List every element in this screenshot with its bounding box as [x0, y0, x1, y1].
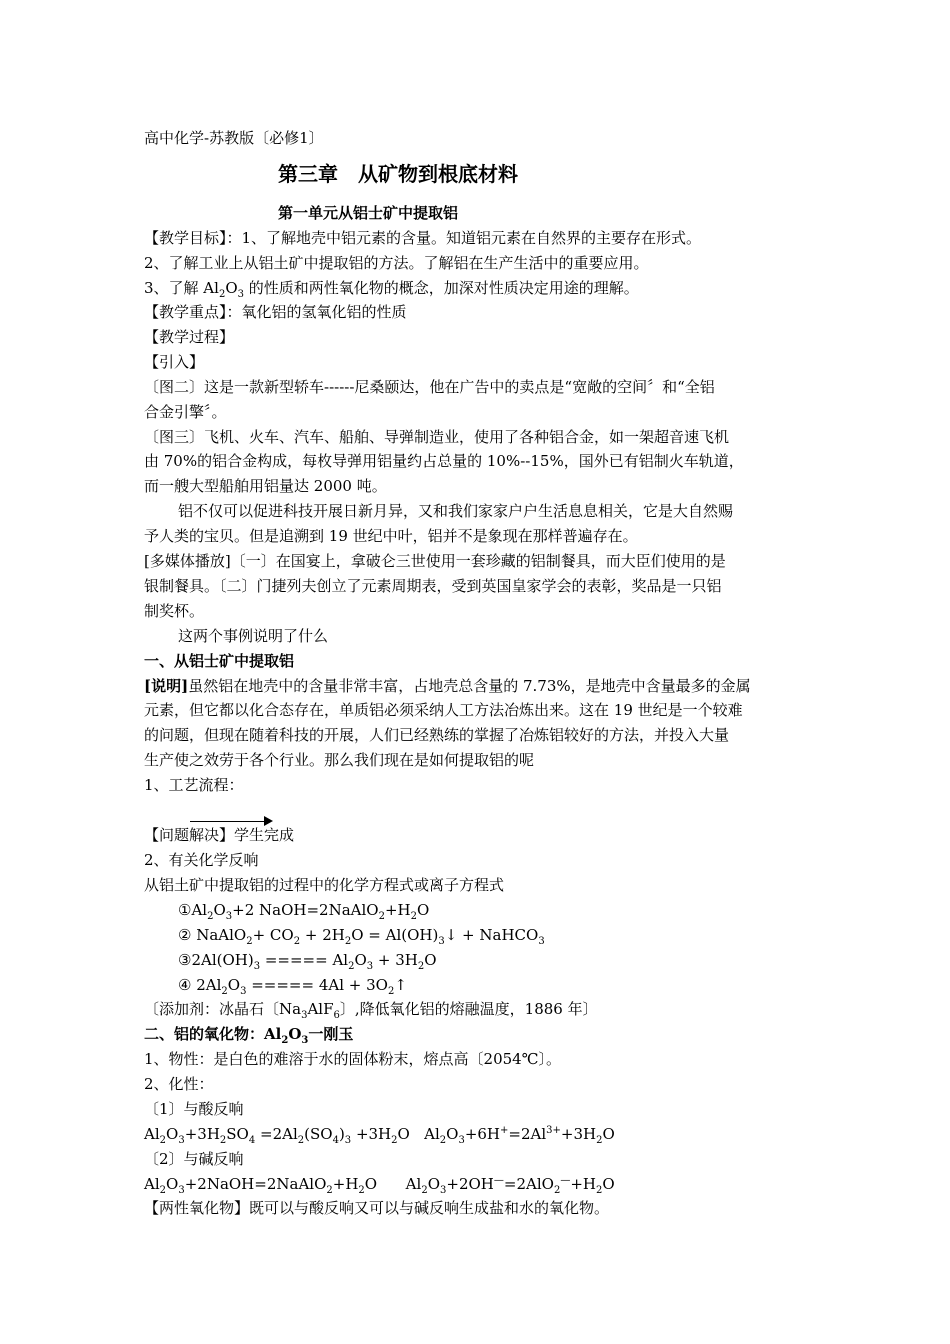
header-text: 高中化学-苏教版〔必修1〕: [144, 129, 324, 147]
teaching-focus: 【教学重点】：氧化铝的氢氧化铝的性质: [144, 303, 407, 321]
paragraph-line: 予人类的宝贝。但是追溯到 19 世纪中叶，铝并不是象现在那样普遍存在。: [144, 527, 638, 545]
unit-title: 第一单元从铝士矿中提取铝: [278, 204, 459, 222]
teaching-goal-2: 2、了解工业上从铝土矿中提取铝的方法。了解铝在生产生活中的重要应用。: [144, 254, 649, 272]
teaching-goal-3: 3、了解 $Al_2O_3$ 的性质和两性氧化物的概念，加深对性质决定用途的理解。: [144, 279, 639, 300]
section-heading-1: 一、从铝士矿中提取铝: [144, 652, 295, 670]
teaching-goal-1: 【教学目标】：1、了解地壳中铝元素的含量。知道铝元素在自然界的主要存在形式。: [144, 229, 702, 247]
paragraph-line: 制奖杯。: [144, 602, 205, 620]
acid-equations: $Al_2O_3+3H_2SO_4 =2Al_2(SO_4)_3 +3H_2O$ $Al_2O_3+6H^+=2Al^{3+}+3H_2O$: [144, 1125, 615, 1146]
reactions-intro: 从铝土矿中提取铝的过程中的化学方程式或离子方程式: [144, 876, 505, 894]
paragraph-line: [多媒体播放]〔一〕在国宴上，拿破仑三世使用一套珍藏的铝制餐具，而大臣们使用的是: [144, 552, 726, 570]
paragraph-line: 而一艘大型船舶用铝量达 2000 吨。: [144, 477, 387, 495]
paragraph-line: 铝不仅可以促进科技开展日新月异，又和我们家家户户生活息息相关，它是大自然赐: [178, 502, 734, 520]
equation-2: ② NaAlO$_2$+ $CO_2 + 2H_2O$ = $Al(OH)_3↓$ + NaHCO$_3$: [178, 926, 545, 947]
physical-property: 1、物性：是白色的难溶于水的固体粉末，熔点高〔2054℃〕。: [144, 1050, 561, 1068]
flow-arrow-line: [190, 821, 264, 822]
paragraph-line: 〔图二〕这是一款新型轿车------尼桑颐达，他在广告中的卖点是“宽敞的空间〞和“全铝: [144, 378, 715, 396]
paragraph-line: 的问题，但现在随着科技的开展，人们已经熟练的掌握了冶炼铝较好的方法，并投入大量: [144, 726, 730, 744]
base-reaction-heading: 〔2〕与碱反响: [144, 1150, 244, 1168]
paragraph-line: 生产使之效劳于各个行业。那么我们现在是如何提取铝的呢: [144, 751, 535, 769]
paragraph-line: 这两个事例说明了什么: [178, 627, 329, 645]
additive-note: 〔添加剂：冰晶石〔$Na_3AlF_6$〕,降低氧化铝的熔融温度，1886 年〕: [144, 1000, 598, 1021]
base-equations: $Al_2O_3+2NaOH=2NaAlO_2+H_2O$ $Al_2O_3+2OH^—=2AlO_2^—+H_2O$: [144, 1175, 615, 1196]
acid-reaction-heading: 〔1〕与酸反响: [144, 1100, 244, 1118]
equation-4: ④ $2Al_2O_3$ ===== $4Al + 3O_2↑$: [178, 976, 407, 997]
intro-heading: 【引入】: [144, 353, 205, 371]
paragraph-line: 合金引擎〞。: [144, 403, 227, 421]
equation-3: $③2Al(OH)_3$ ===== $Al_2O_3 + 3H_2O$: [178, 951, 437, 972]
reactions-heading: 2、有关化学反响: [144, 851, 259, 869]
chemical-property: 2、化性：: [144, 1075, 214, 1093]
paragraph-line: 〔图三〕飞机、火车、汽车、船舶、导弹制造业，使用了各种铝合金，如一架超音速飞机: [144, 428, 730, 446]
amphoteric-definition: 【两性氧化物】既可以与酸反响又可以与碱反响生成盐和水的氧化物。: [144, 1199, 610, 1217]
problem-solving: 【问题解决】学生完成: [144, 826, 295, 844]
process-flow-heading: 1、工艺流程：: [144, 776, 244, 794]
paragraph-line: 银制餐具。〔二〕门捷列夫创立了元素周期表，受到英国皇家学会的表彰，奖品是一只铝: [144, 577, 722, 595]
paragraph-line: 由 70%的铝合金构成，每枚导弹用铝量约占总量的 10%--15%，国外已有铝制火车轨道，: [144, 452, 744, 470]
section-heading-2: 二、铝的氧化物：$Al_2O_3$一刚玉: [144, 1025, 354, 1046]
chapter-title: 第三章 从矿物到根底材料: [278, 162, 518, 186]
paragraph-line: [说明]虽然铝在地壳中的含量非常丰富，占地壳总含量的 7.73%，是地壳中含量最多的金属: [144, 677, 751, 695]
equation-1: $①Al_2O_3+2$ $NaOH=2NaAlO_2+H_2O$: [178, 901, 430, 922]
paragraph-line: 元素，但它都以化合态存在，单质铝必须采纳人工方法冶炼出来。这在 19 世纪是一个较难: [144, 701, 743, 719]
teaching-process: 【教学过程】: [144, 328, 235, 346]
